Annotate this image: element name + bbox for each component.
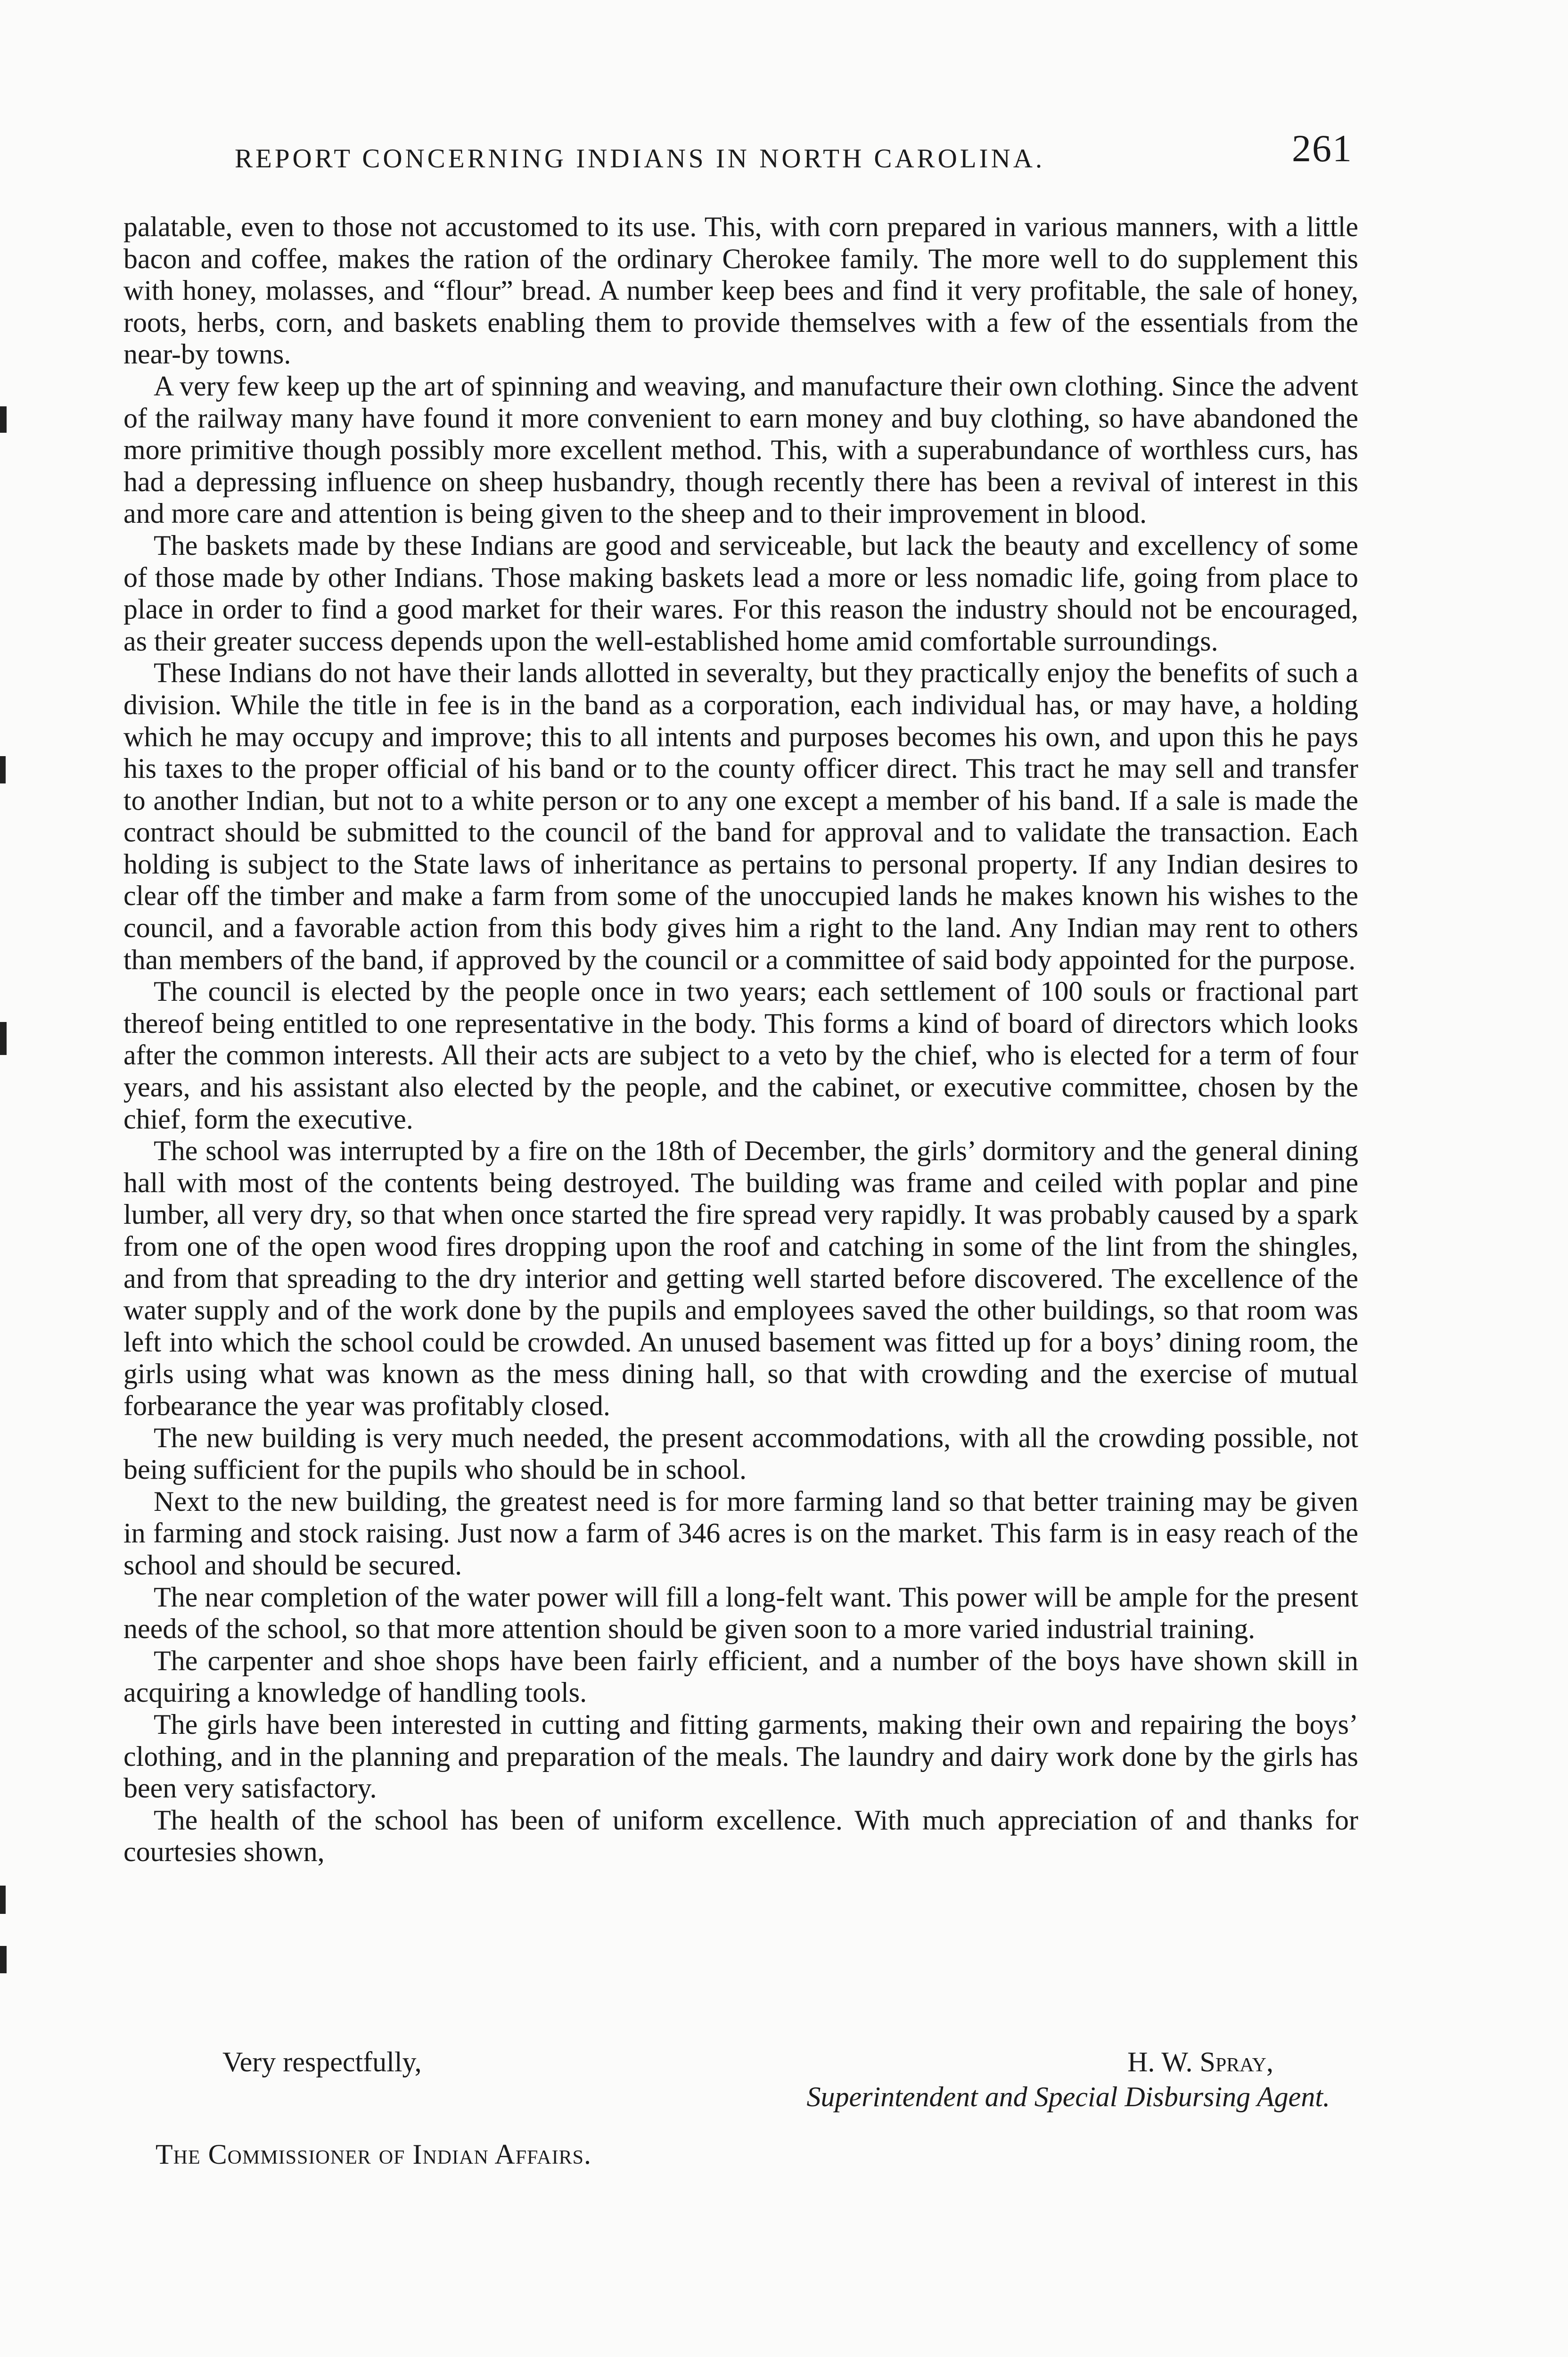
binding-mark — [0, 1946, 7, 1973]
paragraph-health: The health of the school has been of uniform excellence. With much appreciation of and thanks for courtesies shown, — [123, 1804, 1358, 1868]
binding-mark — [0, 406, 7, 433]
paragraph-school-fire: The school was interrupted by a fire on the 18th of December, the girls’ dormitory and the general dining hall with most of the contents being destroyed. The building was frame and ceiled with poplar and pine lumber, all very dry, so that when once started the fire spread very rapidly. It was probably caused by a spark from one of the open wood fires dropping upon the roof and catching in some of the lint from the shingles, and from that spreading to the dry interior and getting well started before discovered. The excellence of the water supply and of the work done by the pupils and employees saved the other buildings, so that room was left into which the school could be crowded. An unused basement was fitted up for a boys’ dining room, the girls using what was known as the mess dining hall, so that with crowding and the exercise of mutual forbearance the year was profitably closed. — [123, 1135, 1358, 1421]
paragraph-farming-land: Next to the new building, the greatest need is for more farming land so that better training may be given in farming and stock raising. Just now a farm of 346 acres is on the market. This farm is in easy reach of the school and should be secured. — [123, 1485, 1358, 1581]
paragraph-new-building: The new building is very much needed, the present accommodations, with all the crowding possible, not being sufficient for the pupils who should be in school. — [123, 1422, 1358, 1485]
paragraph-baskets: The baskets made by these Indians are good and serviceable, but lack the beauty and excellency of some of those made by other Indians. Those making baskets lead a more or less nomadic life, going from place to place in order to find a good market for their wares. For this reason the industry should not be encouraged, as their greater success depends upon the well-established home amid comfortable surroundings. — [123, 529, 1358, 657]
paragraph-continuation: palatable, even to those not accustomed to its use. This, with corn prepared in various manners, with a little bacon and coffee, makes the ration of the ordinary Cherokee family. The more well to do supplement this with honey, molasses, and “flour” bread. A number keep bees and find it very profitable, the sale of honey, roots, herbs, corn, and baskets enabling them to provide themselves with a few of the essentials from the near-by towns. — [123, 211, 1358, 370]
running-header — [235, 126, 1362, 178]
paragraph-shops: The carpenter and shoe shops have been fairly efficient, and a number of the boys have shown skill in acquiring a knowledge of handling tools. — [123, 1645, 1358, 1708]
paragraph-water-power: The near completion of the water power will fill a long-felt want. This power will be ample for the present needs of the school, so that more attention should be given soon to a more varied industrial training. — [123, 1581, 1358, 1645]
paragraph-council: The council is elected by the people once in two years; each settlement of 100 souls or fractional part thereof being entitled to one representative in the body. This forms a kind of board of directors which looks after the common interests. All their acts are subject to a veto by the chief, who is elected for a term of four years, and his assistant also elected by the people, and the cabinet, or executive committee, chosen by the chief, form the executive. — [123, 976, 1358, 1135]
paragraph-land-holding: These Indians do not have their lands allotted in severalty, but they practically enjoy the benefits of such a division. While the title in fee is in the band as a corporation, each individual has, or may have, a holding which he may occupy and improve; this to all intents and purposes becomes his own, and upon this he pays his taxes to the proper official of his band or to the county officer direct. This tract he may sell and transfer to another Indian, but not to a white person or to any one except a member of his band. If a sale is made the contract should be submitted to the council of the band for approval and to validate the transaction. Each holding is subject to the State laws of inheritance as pertains to personal property. If any Indian desires to clear off the timber and make a farm from some of the unoccupied lands he makes known his wishes to the council, and a favorable action from this body gives him a right to the land. Any Indian may rent to others than members of the band, if approved by the council or a committee of said body appointed for the purpose. — [123, 657, 1358, 975]
paragraph-girls-work: The girls have been interested in cutting and fitting garments, making their own and repairing the boys’ clothing, and in the planning and preparation of the meals. The laundry and dairy work done by the girls has been very satisfactory. — [123, 1708, 1358, 1804]
salutation: Very respectfully, — [222, 2046, 422, 2077]
running-title: REPORT CONCERNING INDIANS IN NORTH CAROLINA. — [235, 144, 1045, 173]
addressee: The Commissioner of Indian Affairs. — [156, 2139, 591, 2170]
letter-closing — [123, 2046, 1358, 2234]
report-body — [123, 211, 1358, 1868]
paragraph-spinning-weaving: A very few keep up the art of spinning and weaving, and manufacture their own clothing. Since the advent of the railway many have found it more convenient to earn money and buy clothing, so have abandoned the more primitive though possibly more excellent method. This, with a superabundance of worthless curs, has had a depressing influence on sheep husbandry, though recently there has been a revival of interest in this and more care and attention is being given to the sheep and to their improvement in blood. — [123, 370, 1358, 529]
binding-mark — [0, 756, 6, 783]
signer-title: Superintendent and Special Disbursing Agent. — [806, 2081, 1330, 2112]
binding-mark — [0, 1022, 7, 1055]
binding-mark — [0, 1886, 6, 1914]
page-number: 261 — [1292, 127, 1353, 170]
signer-name: H. W. Spray, — [1127, 2046, 1273, 2077]
